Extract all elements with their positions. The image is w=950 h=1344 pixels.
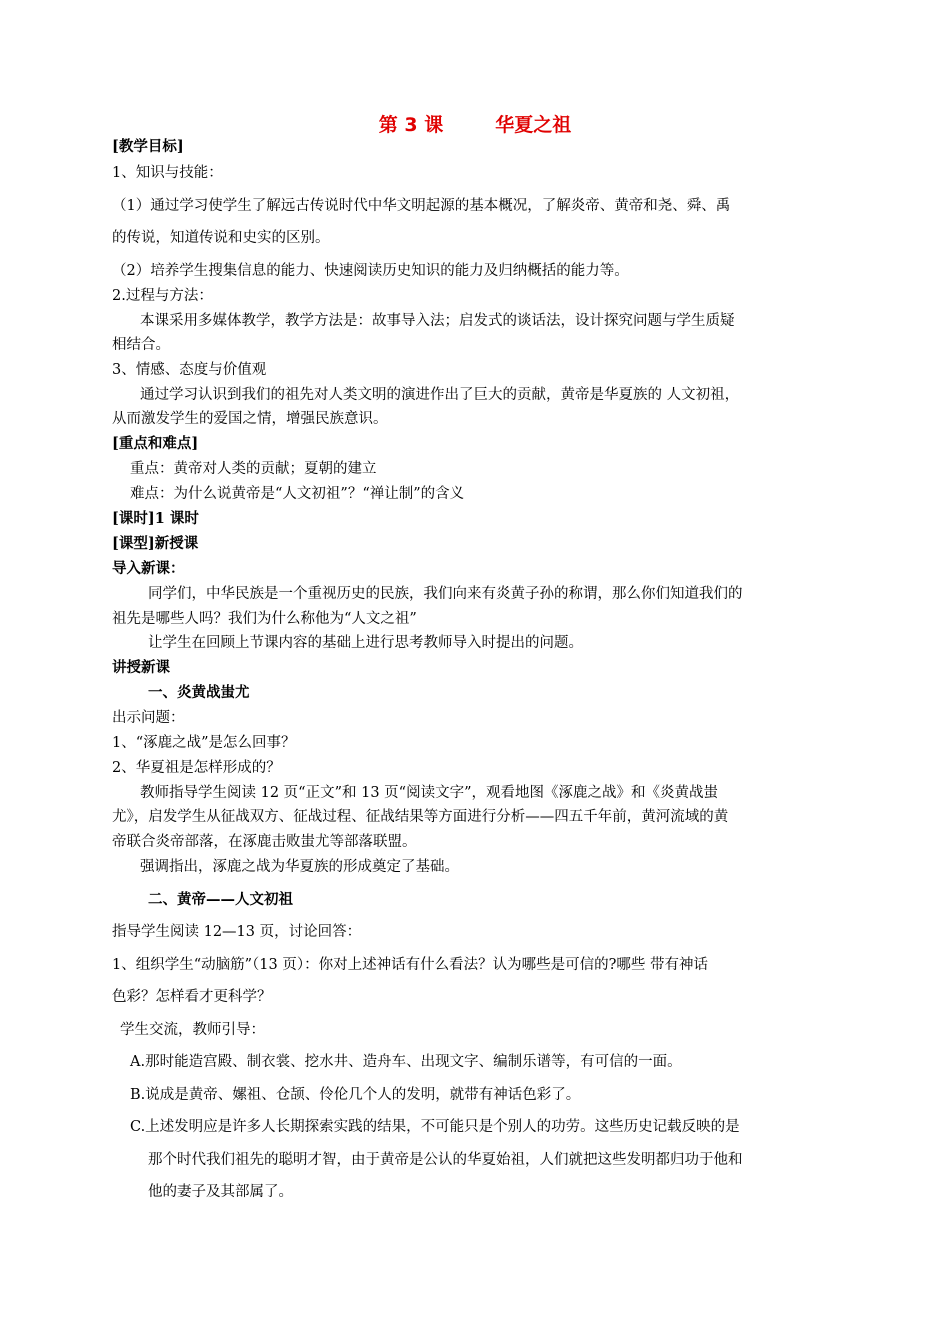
text-line: 通过学习认识到我们的祖先对人类文明的演进作出了巨大的贡献，黄帝是华夏族的 人文初祖， xyxy=(140,387,740,403)
heading-introduction: 导入新课： xyxy=(112,560,185,577)
text-line: 3、情感、态度与价值观 xyxy=(112,362,267,378)
text-line: 学生交流，教师引导： xyxy=(120,1022,265,1038)
heading-key-points: [重点和难点] xyxy=(112,435,199,452)
heading-new-lesson: 讲授新课 xyxy=(112,659,170,676)
text-line: 相结合。 xyxy=(112,337,170,353)
section-heading-1: 一、炎黄战蚩尤 xyxy=(148,685,250,701)
text-line: 2、华夏祖是怎样形成的？ xyxy=(112,760,281,776)
text-line: 色彩？怎样看才更科学？ xyxy=(112,989,272,1005)
lesson-name: 华夏之祖 xyxy=(495,114,572,136)
text-line: 重点：黄帝对人类的贡献；夏朝的建立 xyxy=(130,461,377,477)
list-item-a: A.那时能造宫殿、制衣裳、挖水井、造舟车、出现文字、编制乐谱等，有可信的一面。 xyxy=(130,1054,682,1070)
text-line: 尤》，启发学生从征战双方、征战过程、征战结果等方面进行分析——四五千年前，黄河流域的黄 xyxy=(112,809,729,825)
heading-class-hours: [课时]1 课时 xyxy=(112,510,199,527)
text-line: 教师指导学生阅读 12 页“正文”和 13 页“阅读文字”，观看地图《涿鹿之战》和《炎黄战蚩 xyxy=(140,785,718,801)
text-line: 让学生在回顾上节课内容的基础上进行思考教师导入时提出的问题。 xyxy=(148,635,583,651)
page-title xyxy=(0,116,950,135)
text-line: 1、组织学生“动脑筋”（13 页）：你对上述神话有什么看法？认为哪些是可信的?哪些 带有神话 xyxy=(112,957,708,973)
text-line: 指导学生阅读 12—13 页，讨论回答： xyxy=(112,924,362,940)
text-line: （2）培养学生搜集信息的能力、快速阅读历史知识的能力及归纳概括的能力等。 xyxy=(112,263,629,279)
text-line: 1、知识与技能： xyxy=(112,165,223,181)
heading-class-type: [课型]新授课 xyxy=(112,535,199,552)
section-heading-2: 二、黄帝——人文初祖 xyxy=(148,892,293,908)
list-item-c: C.上述发明应是许多人长期探索实践的结果，不可能只是个别人的功劳。这些历史记载反映的是 xyxy=(130,1119,740,1135)
text-line: 强调指出，涿鹿之战为华夏族的形成奠定了基础。 xyxy=(140,859,459,875)
text-line: （1）通过学习使学生了解远古传说时代中华文明起源的基本概况，了解炎帝、黄帝和尧、舜、禹 xyxy=(112,198,731,214)
text-line: 帝联合炎帝部落，在涿鹿击败蚩尤等部落联盟。 xyxy=(112,834,417,850)
text-line: 他的妻子及其部属了。 xyxy=(148,1184,293,1200)
text-line: 的传说，知道传说和史实的区别。 xyxy=(112,230,330,246)
text-line: 2.过程与方法： xyxy=(112,288,213,304)
list-item-b: B.说成是黄帝、嫘祖、仓颉、伶伦几个人的发明，就带有神话色彩了。 xyxy=(130,1087,581,1103)
text-line: 从而激发学生的爱国之情，增强民族意识。 xyxy=(112,411,388,427)
text-line: 出示问题： xyxy=(112,710,185,726)
text-line: 祖先是哪些人吗？我们为什么称他为“人文之祖” xyxy=(112,611,417,627)
text-line: 那个时代我们祖先的聪明才智，由于黄帝是公认的华夏始祖，人们就把这些发明都归功于他和 xyxy=(148,1152,743,1168)
text-line: 1、“涿鹿之战”是怎么回事？ xyxy=(112,735,296,751)
text-line: 难点：为什么说黄帝是“人文初祖”？“禅让制”的含义 xyxy=(130,486,465,502)
text-line: 本课采用多媒体教学，教学方法是：故事导入法；启发式的谈话法，设计探究问题与学生质疑 xyxy=(140,313,735,329)
heading-teaching-goals: [教学目标] xyxy=(112,138,184,155)
lesson-number: 第 3 课 xyxy=(378,114,444,136)
text-line: 同学们，中华民族是一个重视历史的民族，我们向来有炎黄子孙的称谓，那么你们知道我们的 xyxy=(148,586,743,602)
